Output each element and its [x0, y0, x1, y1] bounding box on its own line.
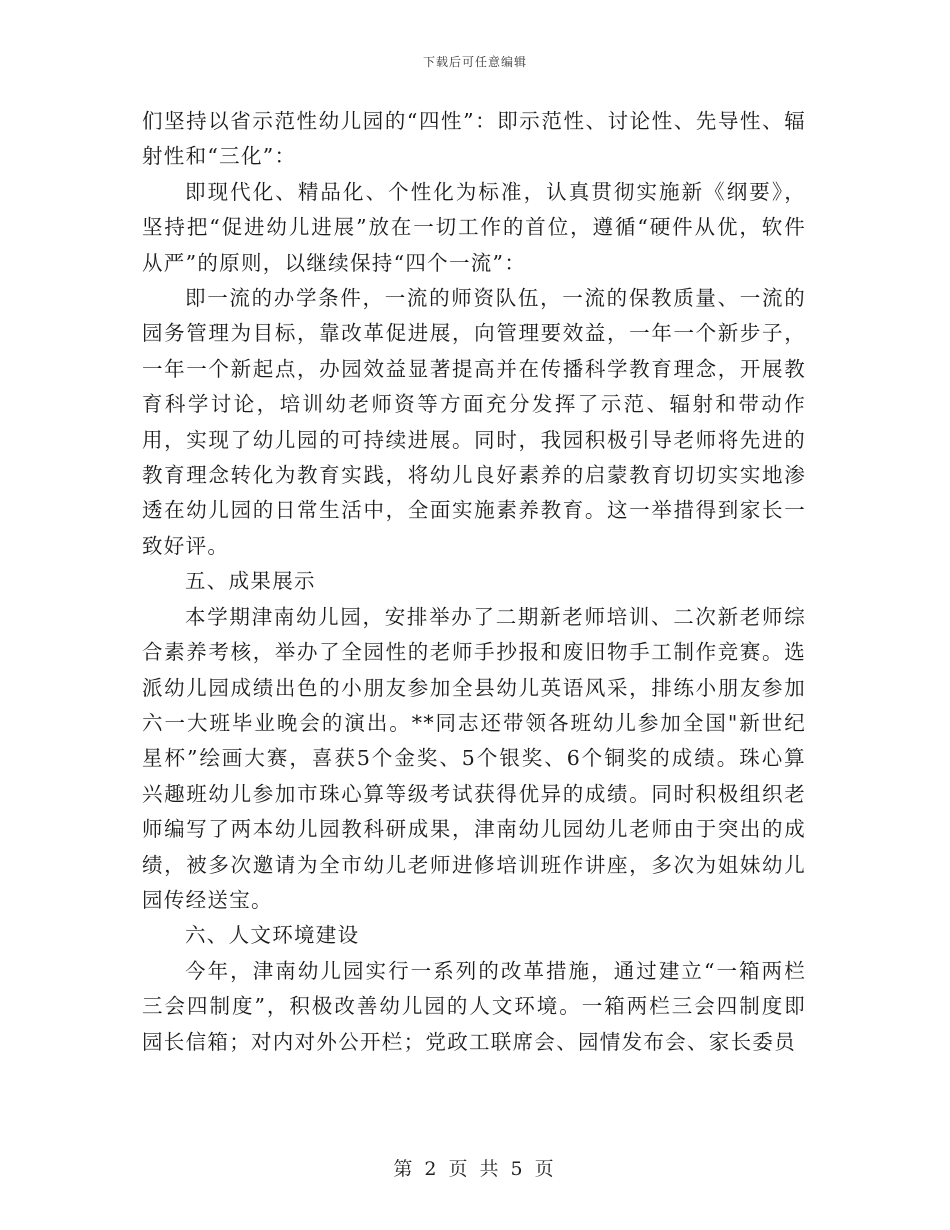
- page-number: 第 2 页 共 5 页: [393, 1158, 557, 1180]
- paragraph-standards: 即现代化、精品化、个性化为标准，认真贯彻实施新《纲要》，坚持把“促进幼儿进展”放在一切工作的首位，遵循“硬件从优，软件从严”的原则，以继续保持“四个一流”：: [142, 179, 806, 275]
- paragraph-continuation: 们坚持以省示范性幼儿园的“四性”：即示范性、讨论性、先导性、辐射性和“三化”：: [142, 109, 806, 169]
- section-heading-achievements: 五、成果展示: [185, 569, 316, 594]
- paragraph-achievements: 本学期津南幼儿园，安排举办了二期新老师培训、二次新老师综合素养考核，举办了全园性的老师手抄报和废旧物手工制作竞赛。选派幼儿园成绩出色的小朋友参加全县幼儿英语风采，排练小朋友参加六一大班毕业晚会的演出。**同志还带领各班幼儿参加全国"新世纪星杯”绘画大赛，喜获5个金奖、5个银奖、6个铜奖的成绩。珠心算兴趣班幼儿参加市珠心算等级考试获得优异的成绩。同时积极组织老师编写了两本幼儿园教科研成果，津南幼儿园幼儿老师由于突出的成绩，被多次邀请为全市幼儿老师进修培训班作讲座，多次为姐妹幼儿园传经送宝。: [142, 604, 806, 912]
- paragraph-goals: 即一流的办学条件，一流的师资队伍，一流的保教质量、一流的园务管理为目标，靠改革促进展，向管理要效益，一年一个新步子，一年一个新起点，办园效益显著提高并在传播科学教育理念，开展教育科学讨论，培训幼老师资等方面充分发挥了示范、辐射和带动作用，实现了幼儿园的可持续进展。同时，我园积极引导老师将先进的教育理念转化为教育实践，将幼儿良好素养的启蒙教育切切实实地渗透在幼儿园的日常生活中，全面实施素养教育。这一举措得到家长一致好评。: [142, 286, 806, 558]
- header-note: 下载后可任意编辑: [422, 55, 527, 69]
- section-heading-environment: 六、人文环境建设: [185, 923, 360, 948]
- paragraph-environment: 今年，津南幼儿园实行一系列的改革措施，通过建立“一箱两栏三会四制度”，积极改善幼儿园的人文环境。一箱两栏三会四制度即园长信箱；对内对外公开栏；党政工联席会、园情发布会、家长委员: [142, 958, 806, 1054]
- document-body: [142, 104, 806, 1060]
